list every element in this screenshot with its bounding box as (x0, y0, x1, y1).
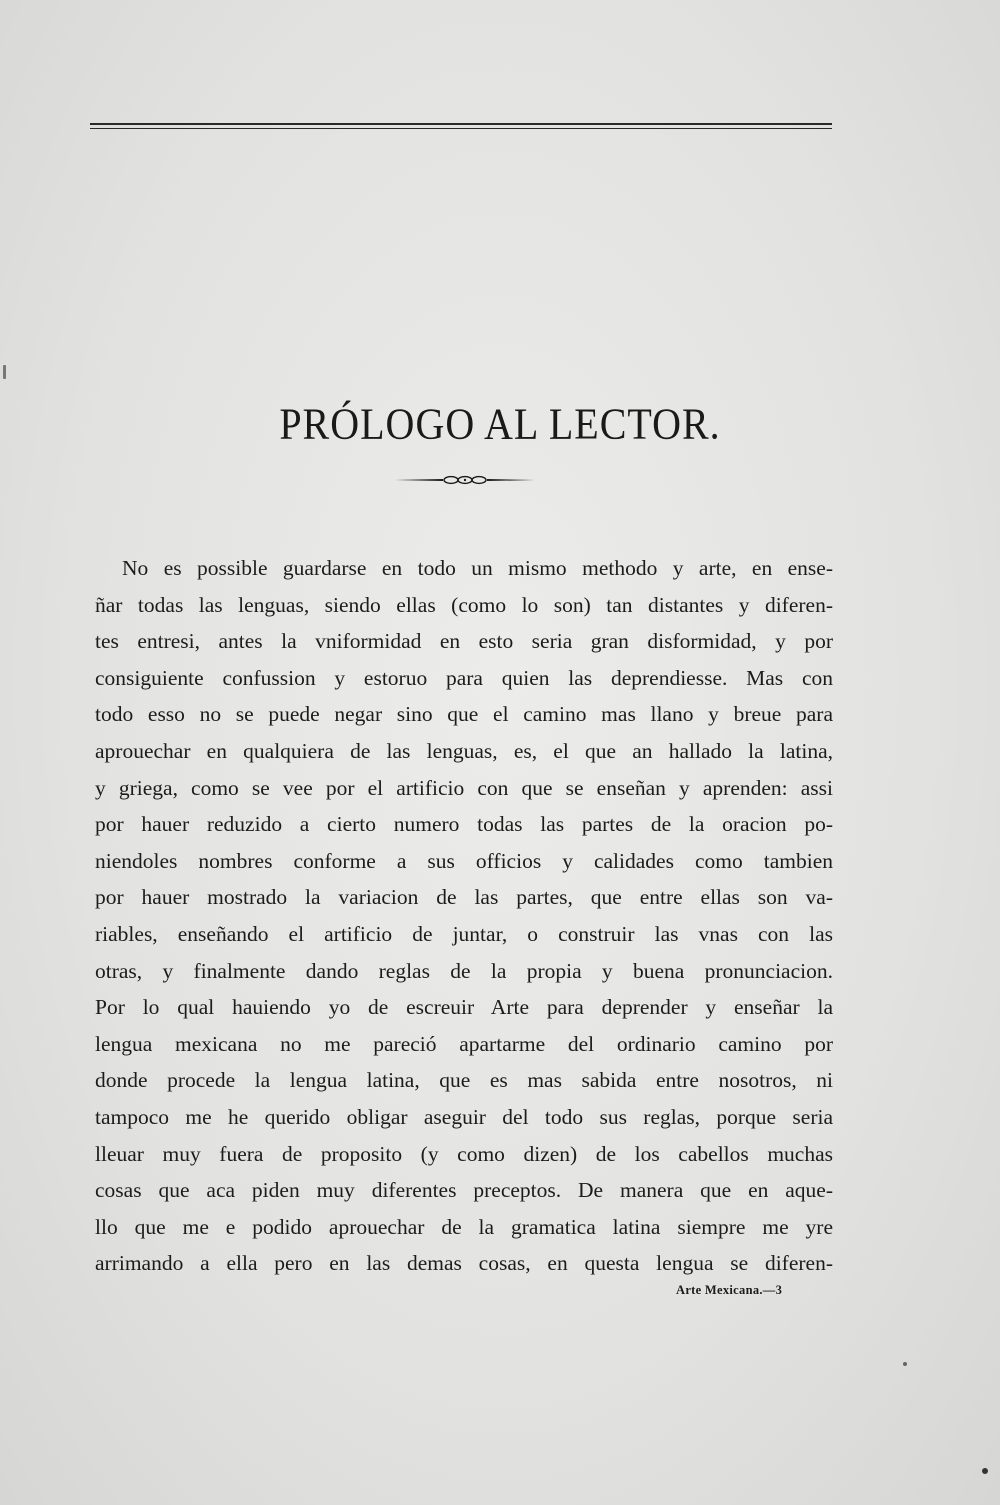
paper-speck (982, 1468, 988, 1474)
text-line: Por lo qual hauiendo yo de escreuir Arte para deprender y enseñar la (95, 995, 833, 1020)
text-line: lengua mexicana no me pareció apartarme del ordinario camino por (95, 1031, 833, 1056)
text-line: tampoco me he querido obligar aseguir del todo sus reglas, porque seria (95, 1104, 833, 1129)
text-line: donde procede la lengua latina, que es mas sabida entre nosotros, ni (95, 1068, 833, 1093)
text-line: consiguiente confussion y estoruo para quien las deprendiesse. Mas con (95, 665, 833, 690)
text-line: arrimando a ella pero en las demas cosas, en questa lengua se diferen- (95, 1251, 833, 1276)
text-line: y griega, como se vee por el artificio con que se enseñan y aprenden: assi (95, 775, 833, 800)
text-line: No es possible guardarse en todo un mismo methodo y arte, en ense- (122, 556, 833, 580)
paper-speck (3, 365, 6, 379)
header-rule (90, 123, 832, 125)
ornamental-divider-icon (395, 472, 535, 488)
text-line: aprouechar en qualquiera de las lenguas, es, el que an hallado la latina, (95, 738, 833, 763)
text-line: por hauer mostrado la variacion de las partes, que entre ellas son va- (95, 885, 833, 910)
text-line: cosas que aca piden muy diferentes preceptos. De manera que en aque- (95, 1178, 833, 1203)
prologue-body (95, 550, 833, 1282)
paper-speck (903, 1362, 907, 1366)
header-rule-thin (90, 128, 832, 129)
text-line: tes entresi, antes la vniformidad en esto seria gran disformidad, y por (95, 629, 833, 654)
text-line: niendoles nombres conforme a sus officios y calidades como tambien (95, 848, 833, 873)
text-line: otras, y finalmente dando reglas de la propia y buena pronunciacion. (95, 958, 833, 983)
page-title: PRÓLOGO AL LECTOR. (279, 398, 721, 449)
text-line: por hauer reduzido a cierto numero todas las partes de la oracion po- (95, 812, 833, 837)
text-line: lleuar muy fuera de proposito (y como dizen) de los cabellos muchas (95, 1141, 833, 1166)
text-line: llo que me e podido aprouechar de la gramatica latina siempre me yre (95, 1214, 833, 1239)
text-line: todo esso no se puede negar sino que el camino mas llano y breue para (95, 702, 833, 727)
text-line: riables, enseñando el artificio de juntar, o construir las vnas con las (95, 921, 833, 946)
signature-mark: Arte Mexicana.—3 (676, 1283, 783, 1297)
text-line: ñar todas las lenguas, siendo ellas (como lo son) tan distantes y diferen- (95, 592, 833, 617)
